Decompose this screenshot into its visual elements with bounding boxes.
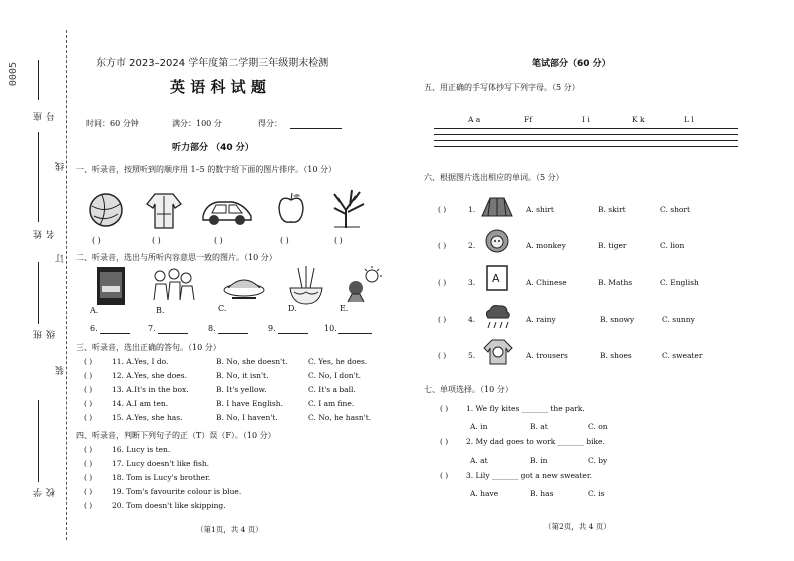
s6-opt-b: B. shoes xyxy=(600,351,632,360)
s5-letter-aa: A a xyxy=(468,115,481,124)
s3-row-b: B. No, she doesn't. xyxy=(216,357,288,366)
s3-row-q: 14. A.I am ten. xyxy=(112,399,169,408)
section-2-title: 二、听录音，选出与所听内容意思一致的图片。（10 分） xyxy=(76,253,277,262)
s2-blank-7[interactable] xyxy=(158,333,188,334)
s2-blank-8[interactable] xyxy=(218,333,248,334)
school-label: 学校 xyxy=(34,488,57,497)
s7-paren[interactable]: ( ) xyxy=(440,437,449,446)
s6-paren[interactable]: ( ) xyxy=(438,278,447,287)
s2-num-10: 10. xyxy=(324,324,337,333)
s7-opt-b: B. has xyxy=(530,489,554,498)
s3-row-paren[interactable]: ( ) xyxy=(84,413,93,422)
section-4-title: 四、听录音，判断下列句子的正（T）误（F）。（10 分） xyxy=(76,431,276,440)
s4-row-text: 19. Tom's favourite colour is blue. xyxy=(112,487,242,496)
handwriting-line xyxy=(434,128,738,129)
tv-screen-icon xyxy=(96,266,126,306)
name-label: 姓名 xyxy=(34,230,57,239)
s6-opt-c: C. sunny xyxy=(662,315,695,324)
s4-row-paren[interactable]: ( ) xyxy=(84,501,93,510)
s6-num: 2. xyxy=(468,241,476,250)
s6-opt-c: C. lion xyxy=(660,241,685,250)
name-line xyxy=(38,132,39,222)
s6-opt-b: B. Maths xyxy=(598,278,633,287)
s3-row-paren[interactable]: ( ) xyxy=(84,385,93,394)
s1-paren-3[interactable]: ( ) xyxy=(214,236,223,245)
s3-row-b: B. No, it isn't. xyxy=(216,371,269,380)
page-2-footer: （第2页，共 4 页） xyxy=(544,522,611,531)
s6-paren[interactable]: ( ) xyxy=(438,241,447,250)
section-6-title: 六、根据图片选出相应的单词。（5 分） xyxy=(424,173,564,182)
handwriting-line xyxy=(434,134,738,135)
handwriting-line xyxy=(434,146,738,147)
s2-num-6: 6. xyxy=(90,324,98,333)
binding-char-2: 订 xyxy=(56,254,66,263)
s6-opt-c: C. English xyxy=(660,278,699,287)
s4-row-text: 17. Lucy doesn't like fish. xyxy=(112,459,210,468)
s2-blank-6[interactable] xyxy=(100,333,130,334)
s2-num-8: 8. xyxy=(208,324,216,333)
s6-opt-b: B. skirt xyxy=(598,205,626,214)
s6-opt-b: B. tiger xyxy=(598,241,627,250)
section-7-title: 七、单项选择。（10 分） xyxy=(424,385,513,394)
page-1-footer: （第1页，共 4 页） xyxy=(196,525,263,534)
s6-opt-a: A. monkey xyxy=(526,241,566,250)
sun-icon xyxy=(342,266,384,304)
s6-num: 1. xyxy=(468,205,476,214)
time-label: 时间：60 分钟 xyxy=(86,119,139,128)
section-1-title: 一、听录音，按照听到的顺序用 1–5 的数字给下面的图片排序。（10 分） xyxy=(76,165,336,174)
s3-row-q: 11. A.Yes, I do. xyxy=(112,357,169,366)
sweater-icon xyxy=(482,338,514,366)
s6-opt-a: A. shirt xyxy=(526,205,554,214)
class-label: 班级 xyxy=(34,330,57,339)
skirt-icon xyxy=(480,196,514,218)
school-line xyxy=(38,400,39,482)
s3-row-b: B. It's yellow. xyxy=(216,385,267,394)
s1-paren-2[interactable]: ( ) xyxy=(152,236,161,245)
listening-title: 听力部分 （40 分） xyxy=(172,143,254,153)
s2-blank-10[interactable] xyxy=(338,333,372,334)
s1-paren-5[interactable]: ( ) xyxy=(334,236,343,245)
s4-row-paren[interactable]: ( ) xyxy=(84,473,93,482)
food-bowl-icon xyxy=(222,270,266,302)
s6-opt-a: A. Chinese xyxy=(526,278,567,287)
s7-question: 3. Lily _______ got a new sweater. xyxy=(466,471,592,480)
s3-row-c: C. No, I don't. xyxy=(308,371,362,380)
car-icon xyxy=(200,196,254,226)
s2-blank-9[interactable] xyxy=(278,333,308,334)
class-line xyxy=(38,262,39,324)
s6-paren[interactable]: ( ) xyxy=(438,315,447,324)
score-blank[interactable] xyxy=(290,128,342,129)
s5-letter-ii: I i xyxy=(582,115,590,124)
s3-row-paren[interactable]: ( ) xyxy=(84,357,93,366)
section-3-title: 三、听录音，选出正确的答句。（10 分） xyxy=(76,343,221,352)
s7-opt-a: A. in xyxy=(470,422,488,431)
s3-row-b: B. I have English. xyxy=(216,399,283,408)
s6-opt-c: C. short xyxy=(660,205,691,214)
exam-header: 东方市 2023–2024 学年度第二学期三年级期末检测 xyxy=(96,58,329,69)
coat-icon xyxy=(145,190,183,230)
seat-label: 座号 xyxy=(34,112,57,121)
s7-question: 1. We fly kites _______ the park. xyxy=(466,404,585,413)
s6-num: 5. xyxy=(468,351,476,360)
s4-row-text: 16. Lucy is ten. xyxy=(112,445,171,454)
s6-paren[interactable]: ( ) xyxy=(438,205,447,214)
s7-opt-a: A. have xyxy=(470,489,499,498)
s3-row-b: B. No, I haven't. xyxy=(216,413,278,422)
s4-row-text: 18. Tom is Lucy's brother. xyxy=(112,473,211,482)
apple-icon xyxy=(276,190,306,226)
s6-opt-a: A. trousers xyxy=(526,351,568,360)
s2-letter-d: D. xyxy=(288,304,297,313)
binding-dashed-line xyxy=(66,30,67,540)
ball-icon xyxy=(88,192,124,228)
s7-opt-a: A. at xyxy=(470,456,488,465)
s3-row-paren[interactable]: ( ) xyxy=(84,399,93,408)
tree-icon xyxy=(326,186,370,228)
binding-char-3: 装 xyxy=(56,366,66,375)
s4-row-paren[interactable]: ( ) xyxy=(84,487,93,496)
noodles-icon xyxy=(288,266,324,306)
s2-letter-b: B. xyxy=(156,306,165,315)
s5-letter-kk: K k xyxy=(632,115,645,124)
svg-text:A: A xyxy=(492,272,500,285)
s3-row-c: C. No, he hasn't. xyxy=(308,413,372,422)
seat-line xyxy=(38,60,39,100)
s7-opt-c: C. on xyxy=(588,422,608,431)
s1-paren-1[interactable]: ( ) xyxy=(92,236,101,245)
written-title: 笔试部分（60 分） xyxy=(532,59,611,69)
s2-letter-e: E. xyxy=(340,304,349,313)
paper-code: 0005 xyxy=(8,62,19,87)
s6-opt-b: B. snowy xyxy=(600,315,635,324)
s5-letter-ff: Ff xyxy=(524,115,532,124)
binding-char-1: 线 xyxy=(56,162,66,171)
s3-row-paren[interactable]: ( ) xyxy=(84,371,93,380)
s6-opt-c: C. sweater xyxy=(662,351,703,360)
s3-row-c: C. It's a ball. xyxy=(308,385,356,394)
handwriting-line xyxy=(434,140,738,141)
s4-row-paren[interactable]: ( ) xyxy=(84,445,93,454)
score-label: 得分： xyxy=(258,119,282,128)
s4-row-paren[interactable]: ( ) xyxy=(84,459,93,468)
s2-num-9: 9. xyxy=(268,324,276,333)
s7-question: 2. My dad goes to work _______ bike. xyxy=(466,437,605,446)
s5-letter-ll: L l xyxy=(684,115,694,124)
s2-letter-c: C. xyxy=(218,304,227,313)
s7-paren[interactable]: ( ) xyxy=(440,404,449,413)
s6-num: 3. xyxy=(468,278,476,287)
s7-opt-c: C. by xyxy=(588,456,608,465)
s3-row-q: 15. A.Yes, she has. xyxy=(112,413,183,422)
s3-row-c: C. Yes, he does. xyxy=(308,357,368,366)
s6-paren[interactable]: ( ) xyxy=(438,351,447,360)
s1-paren-4[interactable]: ( ) xyxy=(280,236,289,245)
family-icon xyxy=(150,268,196,302)
lion-icon xyxy=(484,228,510,256)
s3-row-c: C. I am fine. xyxy=(308,399,355,408)
s6-num: 4. xyxy=(468,315,476,324)
s7-opt-c: C. is xyxy=(588,489,605,498)
s3-row-q: 13. A.It's in the box. xyxy=(112,385,189,394)
s7-opt-b: B. in xyxy=(530,456,548,465)
s7-paren[interactable]: ( ) xyxy=(440,471,449,480)
s4-row-text: 20. Tom doesn't like skipping. xyxy=(112,501,226,510)
rain-cloud-icon xyxy=(482,302,512,332)
full-score-label: 满分：100 分 xyxy=(172,119,222,128)
exam-title: 英 语 科 试 题 xyxy=(170,78,266,96)
s3-row-q: 12. A.Yes, she does. xyxy=(112,371,187,380)
book-icon xyxy=(484,264,510,292)
s2-letter-a: A. xyxy=(90,306,99,315)
s7-opt-b: B. at xyxy=(530,422,548,431)
s6-opt-a: A. rainy xyxy=(526,315,556,324)
s2-num-7: 7. xyxy=(148,324,156,333)
section-5-title: 五、用正确的手写体抄写下列字母。（5 分） xyxy=(424,83,580,92)
